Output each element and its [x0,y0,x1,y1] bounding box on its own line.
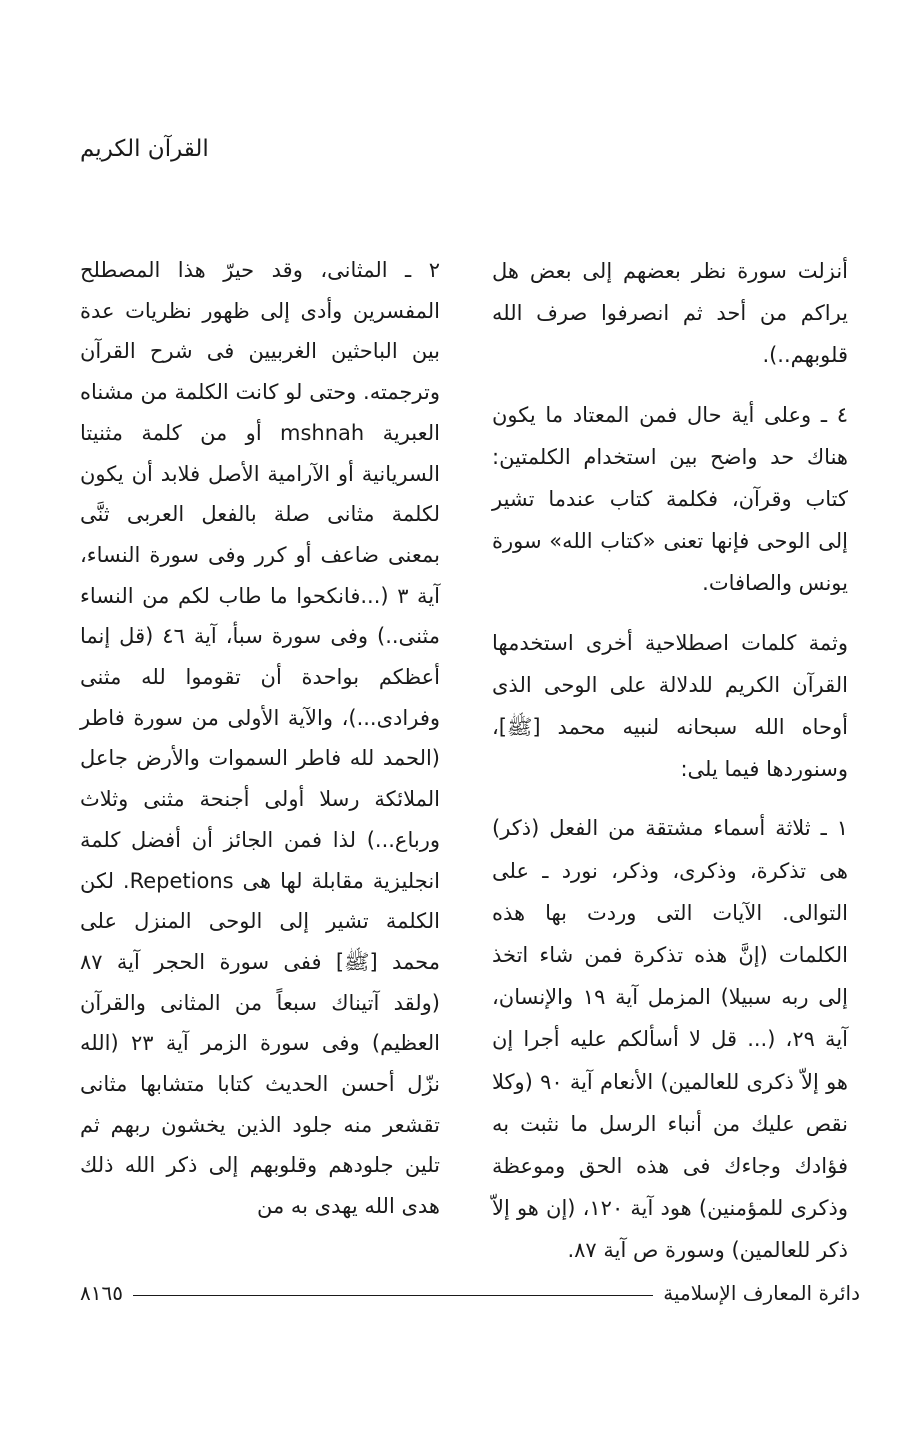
paragraph: ٤ ـ وعلى أية حال فمن المعتاد ما يكون هناك حد واضح بين استخدام الكلمتين: كتاب وقرآن، فكلمة كتاب عندما تشير إلى الوحى فإنها تعنى «كتاب الله» سورة يونس والصافات. [492,402,848,596]
footer-journal-title: دائرة المعارف الإسلامية [663,1281,860,1305]
footer-divider [133,1295,653,1296]
page-footer [80,1276,860,1310]
left-text-column [80,250,440,1227]
paragraph: وثمة كلمات اصطلاحية أخرى استخدمها القرآن الكريم للدلالة على الوحى الذى أوحاه الله سبحانه لنبيه محمد [ﷺ]، وسنوردها فيما يلى: [492,630,848,782]
paragraph: ٢ ـ المثانى، وقد حيرّ هذا المصطلح المفسرين وأدى إلى ظهور نظريات عدة بين الباحثين الغربيين فى شرح القرآن وترجمته. وحتى لو كانت الكلمة من مشناه العبرية mshnah أو من كلمة مثنيتا السريانية أو الآرامية الأصل فلابد أن يكون لكلمة مثانى صلة بالفعل العربى ثنَّى بمعنى ضاعف أو كرر وفى سورة النساء، آية ٣ (...فانكحوا ما طاب لكم من النساء مثنى..) وفى سورة سبأ، آية ٤٦ (قل إنما أعظكم بواحدة أن تقوموا لله مثنى وفرادى...)، والآية الأولى من سورة فاطر (الحمد لله فاطر السموات والأرض جاعل الملائكة رسلا أولى أجنحة مثنى وثلاث ورباع...) لذا فمن الجائز أن أفضل كلمة انجليزية مقابلة لها هى Repetions. لكن الكلمة تشير إلى الوحى المنزل على محمد [ﷺ] ففى سورة الحجر آية ٨٧ (ولقد آتيناك سبعاً من المثانى والقرآن العظيم) وفى سورة الزمر آية ٢٣ (الله نزّل أحسن الحديث كتابا متشابها مثانى تقشعر منه جلود الذين يخشون ربهم ثم تلين جلودهم وقلوبهم إلى ذكر الله ذلك هدى الله يهدى به من [80,258,441,1219]
paragraph: ١ ـ ثلاثة أسماء مشتقة من الفعل (ذكر) هى تذكرة، وذكرى، وذكر، نورد ـ على التوالى. الآيات التى وردت بها هذه الكلمات (إنَّ هذه تذكرة فمن شاء اتخذ إلى ربه سبيلا) المزمل آية ١٩ والإنسان، آية ٢٩، (... قل لا أسألكم عليه أجرا إن هو إلاّ ذكرى للعالمين) الأنعام آية ٩٠ (وكلا نقص عليك من أنباء الرسل ما نثبت به فؤادك وجاءك فى هذه الحق وموعظة وذكرى للمؤمنين) هود آية ١٢٠، (إن هو إلاّ ذكر للعالمين) وسورة ص آية ٨٧. [492,816,848,1263]
paragraph: أنزلت سورة نظر بعضهم إلى بعض هل يراكم من أحد ثم انصرفوا صرف الله قلوبهم..). [492,259,848,368]
running-title: القرآن الكريم [80,136,209,162]
right-text-column [492,250,848,1289]
page-number: ٨١٦٥ [80,1281,123,1305]
